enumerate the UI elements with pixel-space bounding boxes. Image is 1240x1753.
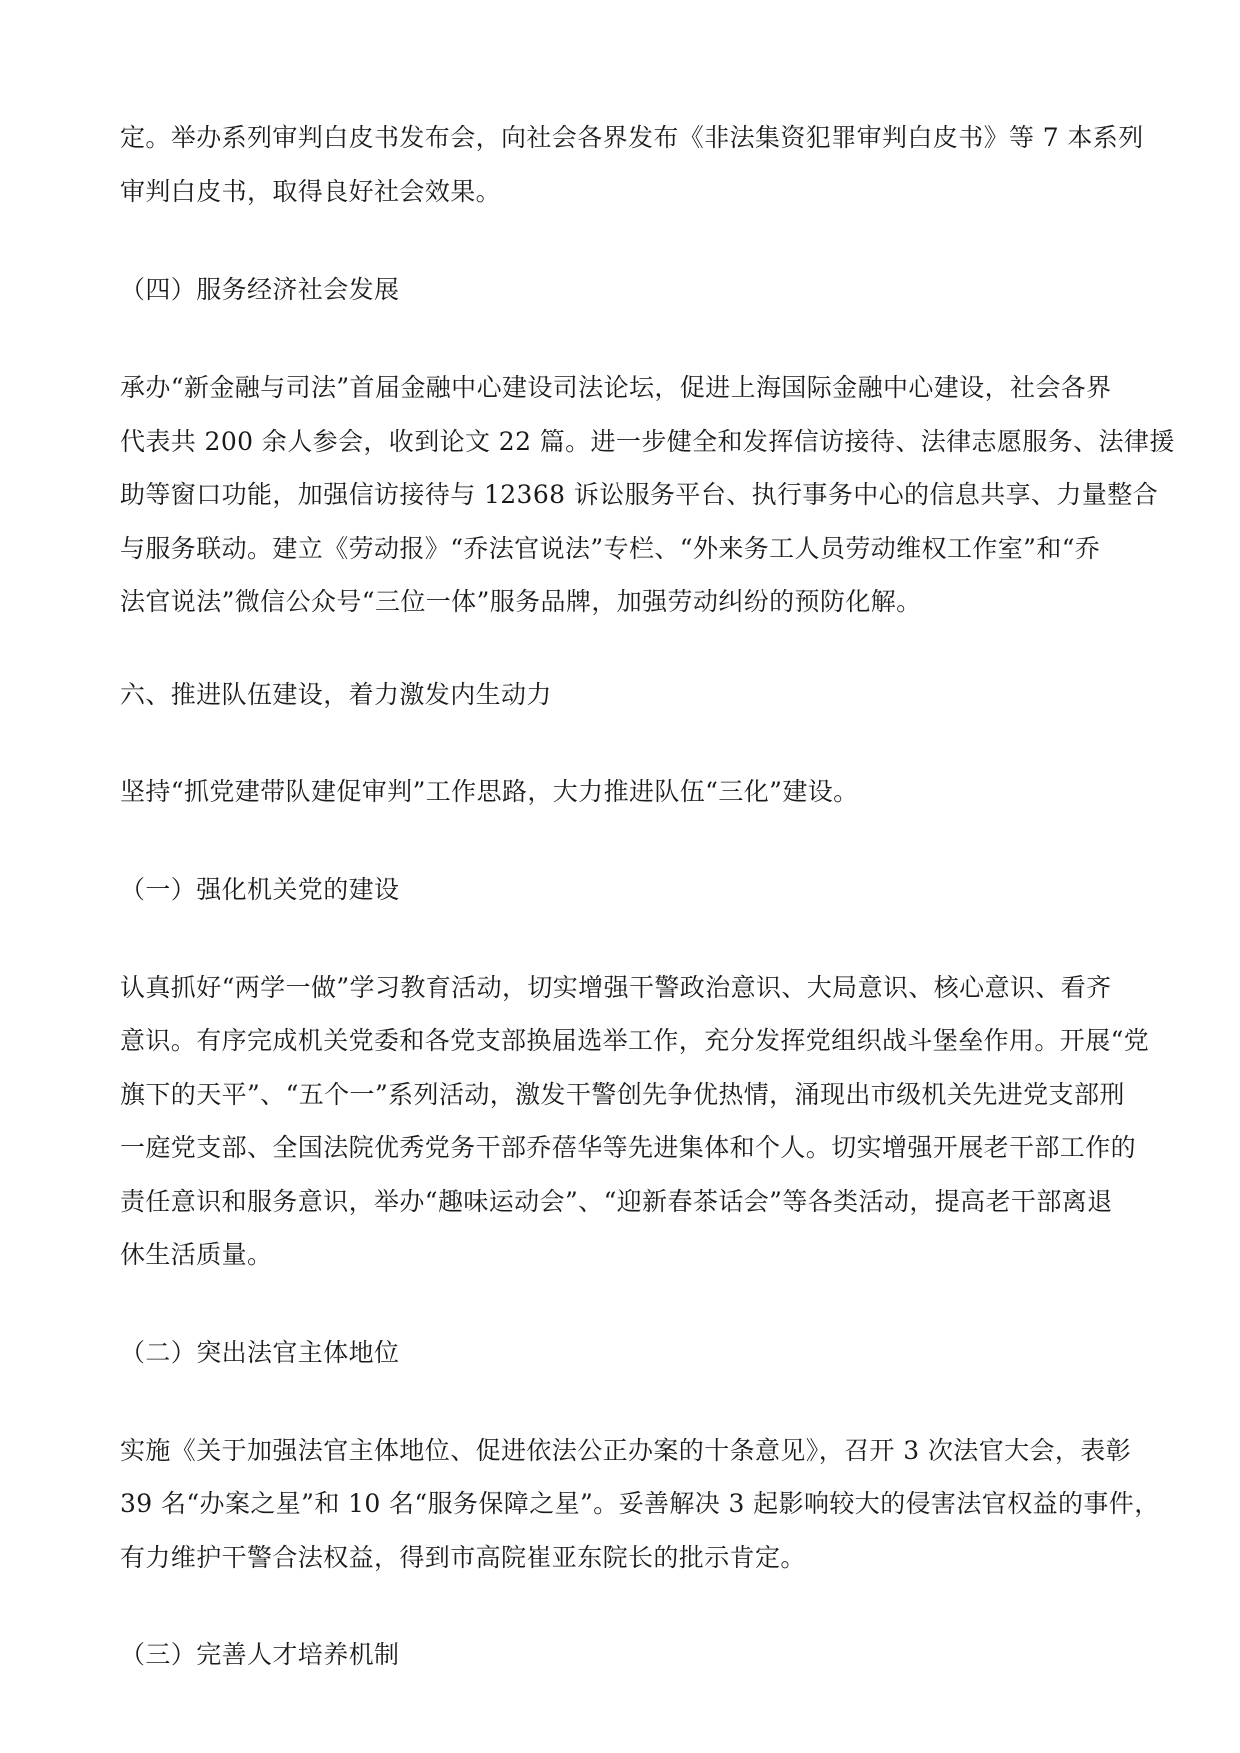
paragraph-line: 责任意识和服务意识，举办“趣味运动会”、“迎新春茶话会”等各类活动，提高老干部离退 (120, 1187, 1113, 1216)
paragraph-line: 法官说法”微信公众号“三位一体”服务品牌，加强劳动纠纷的预防化解。 (120, 587, 922, 616)
chapter-heading: 六、推进队伍建设，着力激发内生动力 (120, 680, 552, 709)
paragraph-line: 实施《关于加强法官主体地位、促进依法公正办案的十条意见》，召开 3 次法官大会，表彰 (120, 1436, 1132, 1465)
paragraph-line: 一庭党支部、全国法院优秀党务干部乔蓓华等先进集体和个人。切实增强开展老干部工作的 (120, 1133, 1137, 1162)
paragraph-line: 坚持“抓党建带队建促审判”工作思路，大力推进队伍“三化”建设。 (120, 777, 859, 806)
section-heading: （四）服务经济社会发展 (120, 275, 400, 304)
paragraph-line: 承办“新金融与司法”首届金融中心建设司法论坛，促进上海国际金融中心建设，社会各界 (120, 373, 1112, 402)
paragraph-line: 认真抓好“两学一做”学习教育活动，切实增强干警政治意识、大局意识、核心意识、看齐 (120, 973, 1112, 1002)
paragraph-line: 意识。有序完成机关党委和各党支部换届选举工作，充分发挥党组织战斗堡垒作用。开展“党 (120, 1026, 1150, 1055)
paragraph-line: 审判白皮书，取得良好社会效果。 (120, 177, 502, 206)
paragraph-line: 定。举办系列审判白皮书发布会，向社会各界发布《非法集资犯罪审判白皮书》等 7 本系列 (120, 123, 1144, 152)
section-heading: （三）完善人才培养机制 (120, 1640, 400, 1669)
paragraph-line: 39 名“办案之星”和 10 名“服务保障之星”。妥善解决 3 起影响较大的侵害法官权益的事件， (120, 1489, 1160, 1518)
paragraph-line: 代表共 200 余人参会，收到论文 22 篇。进一步健全和发挥信访接待、法律志愿服务、法律援 (120, 427, 1175, 456)
section-heading: （一）强化机关党的建设 (120, 875, 400, 904)
section-heading: （二）突出法官主体地位 (120, 1338, 400, 1367)
paragraph-line: 助等窗口功能，加强信访接待与 12368 诉讼服务平台、执行事务中心的信息共享、力量整合 (120, 480, 1159, 509)
paragraph-line: 休生活质量。 (120, 1240, 273, 1269)
paragraph-line: 有力维护干警合法权益，得到市高院崔亚东院长的批示肯定。 (120, 1543, 806, 1572)
paragraph-line: 与服务联动。建立《劳动报》“乔法官说法”专栏、“外来务工人员劳动维权工作室”和“乔 (120, 534, 1101, 563)
paragraph-line: 旗下的天平”、“五个一”系列活动，激发干警创先争优热情，涌现出市级机关先进党支部刑 (120, 1080, 1125, 1109)
